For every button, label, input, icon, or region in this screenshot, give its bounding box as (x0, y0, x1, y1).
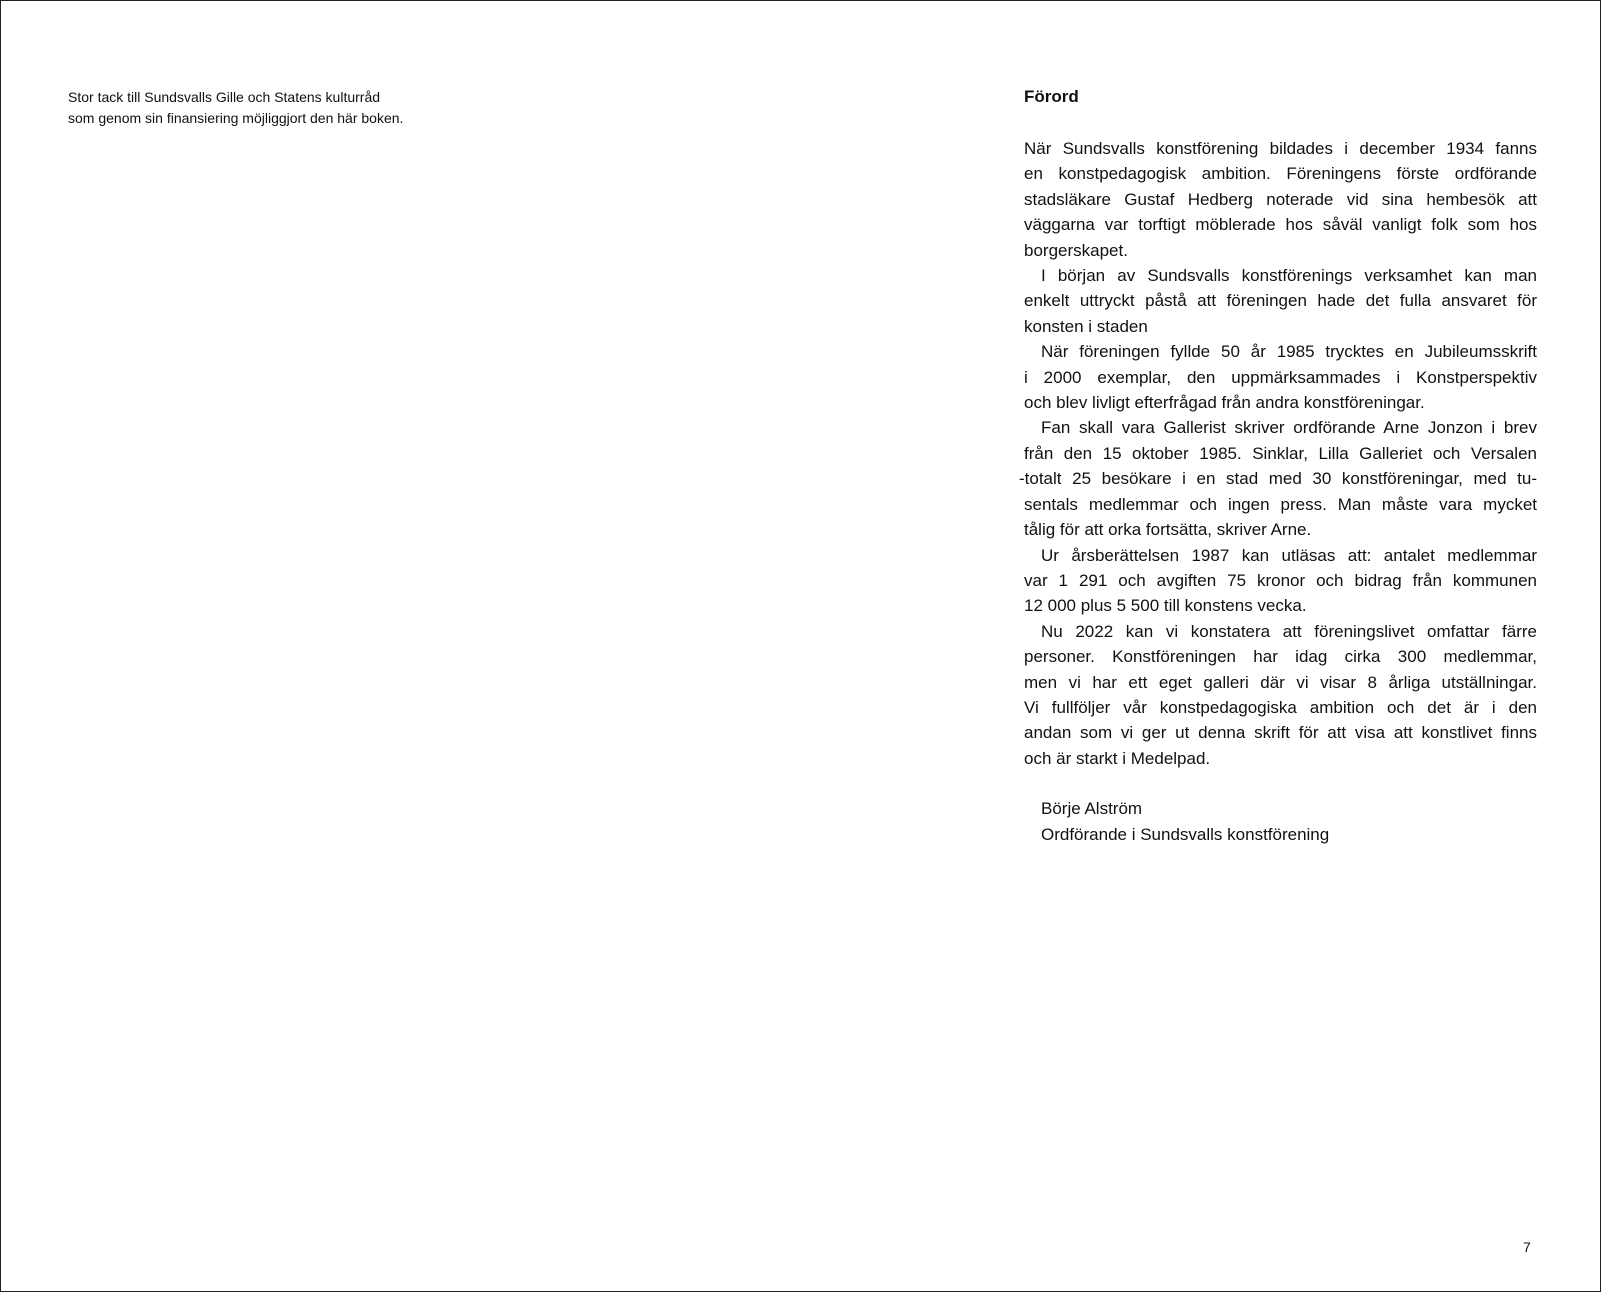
body-line: en konstpedagogisk ambition. Föreningens förste ordförande (1024, 164, 1537, 184)
body-line: men vi har ett eget galleri där vi visar 8 årliga utställningar. (1024, 672, 1537, 692)
body-line: borgerskapet. (1024, 240, 1128, 260)
body-line: konsten i staden (1024, 316, 1148, 336)
left-page-acknowledgement (68, 87, 488, 129)
body-line: 12 000 plus 5 500 till konstens vecka. (1024, 596, 1307, 616)
body-line: sentals medlemmar och ingen press. Man måste vara mycket (1024, 494, 1537, 514)
body-line: tålig för att orka fortsätta, skriver Arne. (1024, 520, 1312, 540)
acknowledgement-line: Stor tack till Sundsvalls Gille och Statens kulturråd (68, 89, 381, 105)
acknowledgement-line: som genom sin finansiering möjliggjort den här boken. (68, 110, 404, 126)
body-line: Fan skall vara Gallerist skriver ordförande Arne Jonzon i brev (1041, 418, 1537, 438)
body-line: andan som vi ger ut denna skrift för att visa att konstlivet finns (1024, 723, 1537, 743)
body-line: väggarna var torftigt möblerade hos såväl vanligt folk som hos (1024, 215, 1537, 235)
body-line: Nu 2022 kan vi konstatera att föreningslivet omfattar färre (1041, 621, 1537, 641)
body-line: och blev livligt efterfrågad från andra konstföreningar. (1024, 393, 1425, 413)
body-line: enkelt uttryckt påstå att föreningen hade det fulla ansvaret för (1024, 291, 1537, 311)
body-line: personer. Konstföreningen har idag cirka 300 medlemmar, (1024, 647, 1537, 667)
body-line: var 1 291 och avgiften 75 kronor och bidrag från kommunen (1024, 570, 1537, 590)
signature-name: Börje Alström (1041, 799, 1143, 819)
body-line: -totalt 25 besökare i en stad med 30 konstföreningar, med tu- (1019, 469, 1537, 489)
body-line: Ur årsberättelsen 1987 kan utläsas att: antalet medlemmar (1041, 545, 1537, 565)
signature-title: Ordförande i Sundsvalls konstförening (1041, 824, 1330, 844)
body-line: stadsläkare Gustaf Hedberg noterade vid sina hembesök att (1024, 189, 1537, 209)
body-line: När Sundsvalls konstförening bildades i december 1934 fanns (1024, 139, 1537, 158)
body-line: När föreningen fyllde 50 år 1985 trycktes en Jubileumsskrift (1041, 342, 1537, 362)
signature-block (1024, 796, 1537, 847)
body-line: I början av Sundsvalls konstförenings verksamhet kan man (1041, 266, 1537, 286)
body-line: från den 15 oktober 1985. Sinklar, Lilla Galleriet och Versalen (1024, 443, 1537, 463)
foreword-body (1019, 136, 1537, 771)
body-line: Vi fullföljer vår konstpedagogiska ambition och det är i den (1024, 697, 1537, 717)
right-page-foreword (1019, 85, 1537, 847)
page-number: 7 (1523, 1239, 1531, 1255)
foreword-heading: Förord (1024, 87, 1079, 106)
body-line: i 2000 exemplar, den uppmärksammades i Konstperspektiv (1024, 367, 1537, 387)
body-line: och är starkt i Medelpad. (1024, 748, 1211, 768)
